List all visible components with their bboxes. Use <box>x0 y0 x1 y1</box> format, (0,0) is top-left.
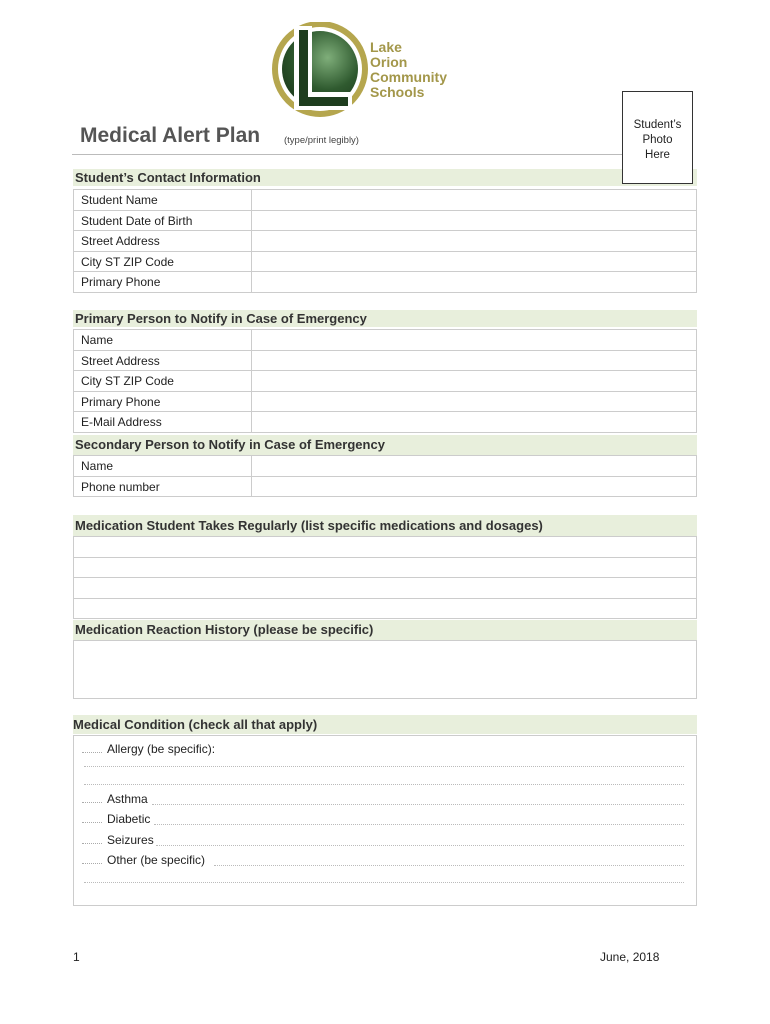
allergy-line-1[interactable] <box>84 766 684 767</box>
conditions-box <box>73 735 697 906</box>
allergy-line-2[interactable] <box>84 784 684 785</box>
medication-heading: Medication Student Takes Regularly (list specific medications and dosages) <box>73 515 697 536</box>
table-row <box>74 330 696 351</box>
checkbox-blank[interactable] <box>82 752 102 753</box>
medication-line-1[interactable] <box>74 537 696 558</box>
photo-label-line-3: Here <box>645 149 670 161</box>
allergy-option[interactable] <box>82 742 215 756</box>
primary-name-field[interactable] <box>252 330 696 350</box>
other-option[interactable] <box>82 853 205 867</box>
checkbox-blank[interactable] <box>82 843 102 844</box>
page-subtitle: (type/print legibly) <box>284 135 359 146</box>
seizures-line[interactable] <box>156 845 684 846</box>
table-row <box>74 351 696 372</box>
logo-line-4: Schools <box>370 84 425 100</box>
other-label: Other (be specific) <box>107 853 206 867</box>
primary-emergency-table <box>73 329 697 433</box>
seizures-option[interactable] <box>82 833 154 847</box>
primary-city-field[interactable] <box>252 371 696 391</box>
table-row <box>74 477 696 498</box>
table-row <box>74 272 696 293</box>
revision-date: June, 2018 <box>600 950 660 964</box>
field-label: Primary Phone <box>74 392 252 412</box>
table-row <box>74 190 696 211</box>
checkbox-blank[interactable] <box>82 822 102 823</box>
checkbox-blank[interactable] <box>82 802 102 803</box>
medication-table <box>73 536 697 619</box>
logo-line-1: Lake <box>370 39 402 55</box>
asthma-line[interactable] <box>152 804 684 805</box>
primary-phone-field[interactable] <box>252 392 696 412</box>
field-label: Name <box>74 456 252 476</box>
field-label: Student Date of Birth <box>74 211 252 231</box>
secondary-emergency-table <box>73 455 697 497</box>
logo-line-2: Orion <box>370 54 408 70</box>
asthma-label: Asthma <box>107 792 148 806</box>
field-label: Primary Phone <box>74 272 252 292</box>
school-logo <box>272 22 472 122</box>
primary-email-field[interactable] <box>252 412 696 432</box>
table-row <box>74 231 696 252</box>
conditions-heading: Medical Condition (check all that apply) <box>73 715 697 734</box>
secondary-emergency-heading: Secondary Person to Notify in Case of Emergency <box>73 435 697 455</box>
student-dob-field[interactable] <box>252 211 696 231</box>
reaction-heading: Medication Reaction History (please be specific) <box>73 620 697 640</box>
field-label: Street Address <box>74 231 252 251</box>
logo-text <box>370 40 447 100</box>
page-number: 1 <box>73 950 80 964</box>
field-label: Student Name <box>74 190 252 210</box>
table-row <box>74 412 696 433</box>
page-title: Medical Alert Plan <box>80 124 261 147</box>
table-row <box>74 392 696 413</box>
logo-line-3: Community <box>370 69 447 85</box>
seizures-label: Seizures <box>107 833 154 847</box>
photo-label-line-2: Photo <box>642 134 673 146</box>
title-divider <box>72 154 622 155</box>
primary-emergency-heading: Primary Person to Notify in Case of Emergency <box>73 310 697 327</box>
field-label: Phone number <box>74 477 252 497</box>
field-label: Name <box>74 330 252 350</box>
primary-street-field[interactable] <box>252 351 696 371</box>
medication-line-4[interactable] <box>74 599 696 620</box>
table-row <box>74 252 696 273</box>
student-phone-field[interactable] <box>252 272 696 292</box>
student-contact-table <box>73 189 697 293</box>
photo-label-line-1: Student’s <box>633 119 682 131</box>
field-label: City ST ZIP Code <box>74 371 252 391</box>
medication-line-3[interactable] <box>74 578 696 599</box>
student-city-field[interactable] <box>252 252 696 272</box>
field-label: E-Mail Address <box>74 412 252 432</box>
field-label: Street Address <box>74 351 252 371</box>
reaction-history-field[interactable] <box>73 640 697 699</box>
other-line-2[interactable] <box>84 882 684 883</box>
secondary-phone-field[interactable] <box>252 477 696 497</box>
diabetic-line[interactable] <box>154 824 684 825</box>
table-row <box>74 371 696 392</box>
table-row <box>74 211 696 232</box>
table-row <box>74 456 696 477</box>
checkbox-blank[interactable] <box>82 863 102 864</box>
field-label: City ST ZIP Code <box>74 252 252 272</box>
secondary-name-field[interactable] <box>252 456 696 476</box>
student-name-field[interactable] <box>252 190 696 210</box>
logo-emblem-icon <box>272 22 370 122</box>
other-line-1[interactable] <box>214 865 684 866</box>
asthma-option[interactable] <box>82 792 148 806</box>
medication-line-2[interactable] <box>74 558 696 579</box>
allergy-label: Allergy (be specific): <box>107 742 216 756</box>
student-photo-box[interactable] <box>622 91 693 184</box>
diabetic-option[interactable] <box>82 812 150 826</box>
diabetic-label: Diabetic <box>107 812 151 826</box>
student-street-field[interactable] <box>252 231 696 251</box>
student-contact-heading: Student’s Contact Information <box>73 169 697 186</box>
